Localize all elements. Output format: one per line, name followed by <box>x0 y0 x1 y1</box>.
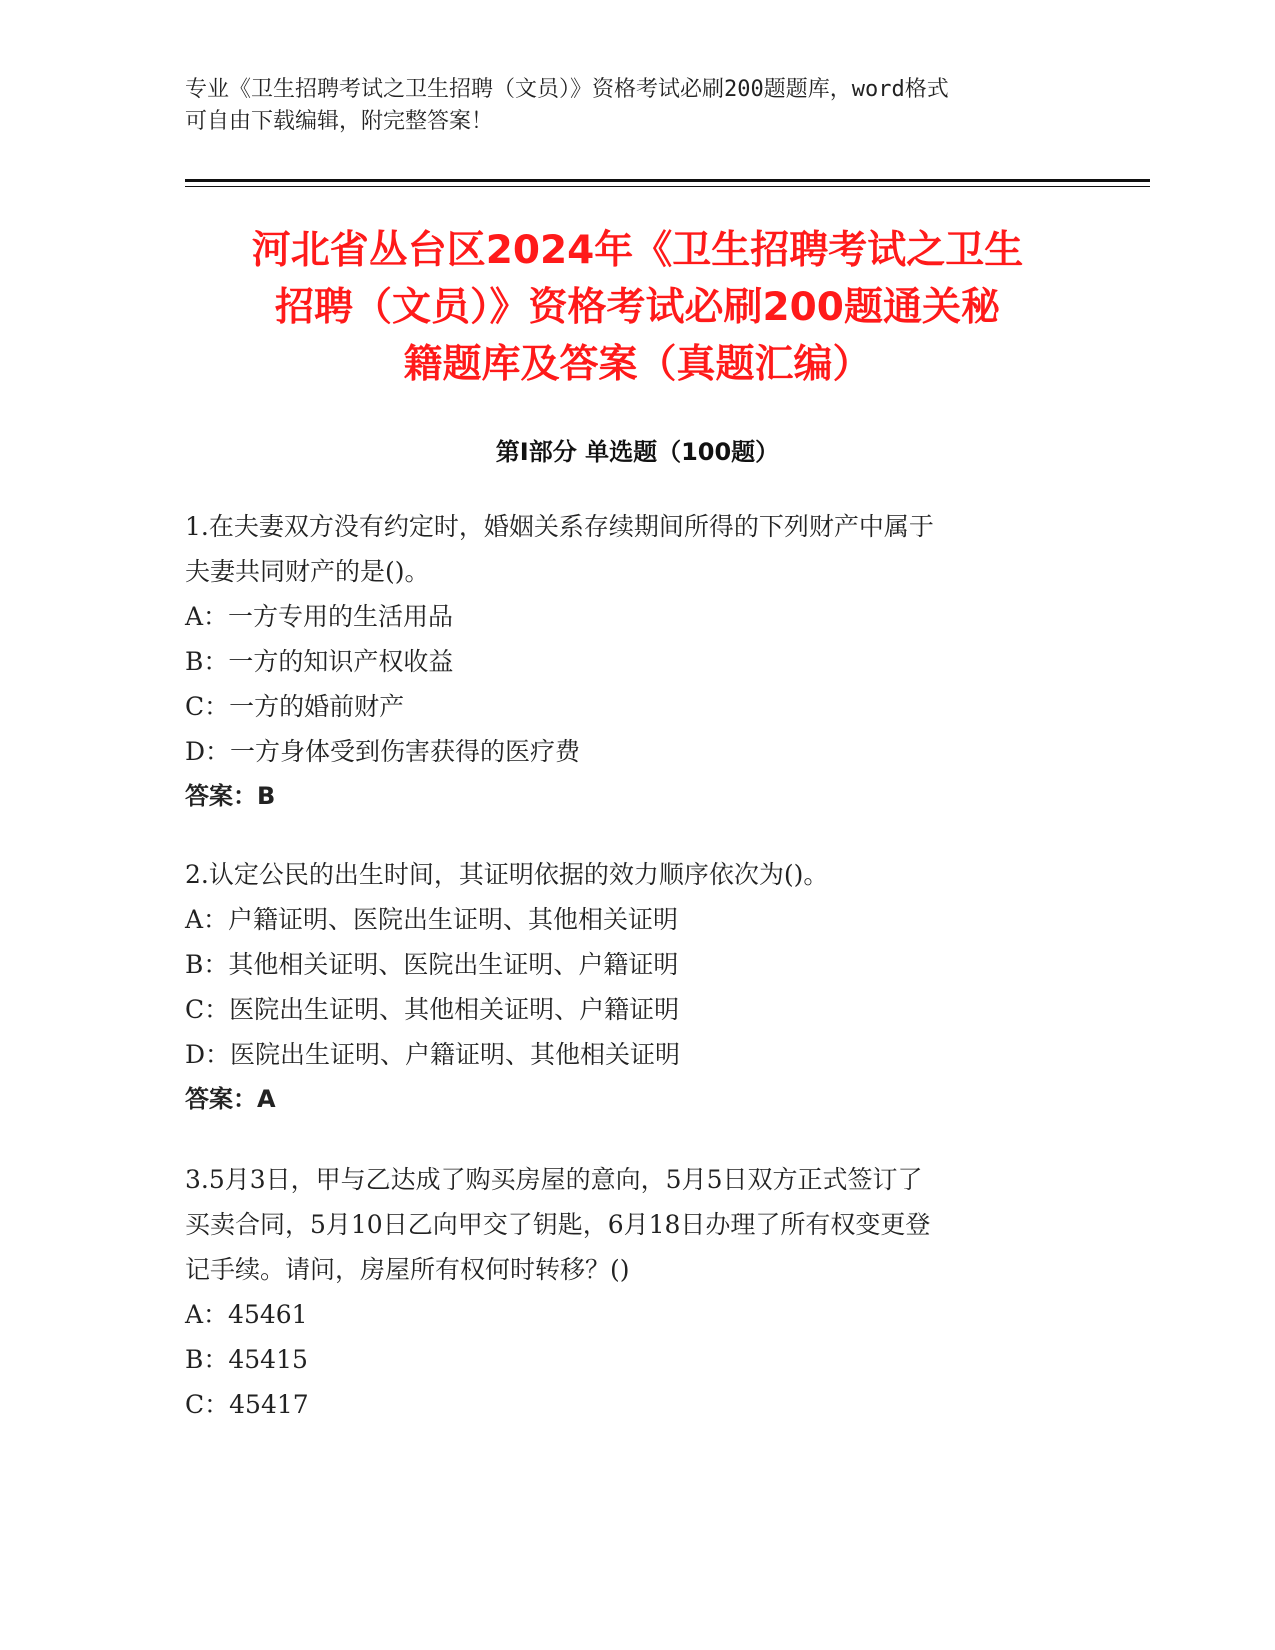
question-3-option-c: C：45417 <box>185 1390 309 1419</box>
question-1 <box>185 504 1085 819</box>
question-2-option-a: A：户籍证明、医院出生证明、其他相关证明 <box>185 905 679 934</box>
section-title: 第Ⅰ部分 单选题（100题） <box>495 438 780 466</box>
question-3-stem-line-2: 买卖合同，5月10日乙向甲交了钥匙，6月18日办理了所有权变更登 <box>185 1210 931 1239</box>
question-1-option-c: C：一方的婚前财产 <box>185 692 405 721</box>
header-divider-thick <box>185 179 1150 182</box>
question-1-option-d: D：一方身体受到伤害获得的医疗费 <box>185 737 581 766</box>
question-2 <box>185 852 1085 1122</box>
header-note <box>185 74 1065 138</box>
question-3-option-a: A：45461 <box>185 1300 308 1329</box>
question-3-stem-line-1: 3.5月3日，甲与乙达成了购买房屋的意向，5月5日双方正式签订了 <box>185 1165 923 1194</box>
question-1-option-b: B：一方的知识产权收益 <box>185 647 454 676</box>
document-title-line-2: 招聘（文员）》资格考试必刷200题通关秘 <box>275 285 1000 330</box>
header-note-line-2: 可自由下载编辑，附完整答案！ <box>185 109 494 134</box>
document-title-line-1: 河北省丛台区2024年《卫生招聘考试之卫生 <box>251 228 1024 273</box>
document-title-line-3: 籍题库及答案（真题汇编） <box>403 342 872 387</box>
question-2-option-b: B：其他相关证明、医院出生证明、户籍证明 <box>185 950 679 979</box>
question-1-stem-line-2: 夫妻共同财产的是()。 <box>185 557 430 586</box>
question-3-stem-line-3: 记手续。请问，房屋所有权何时转移？() <box>185 1255 630 1284</box>
question-2-option-d: D：医院出生证明、户籍证明、其他相关证明 <box>185 1040 681 1069</box>
question-2-option-c: C：医院出生证明、其他相关证明、户籍证明 <box>185 995 680 1024</box>
document-title <box>150 222 1125 393</box>
question-1-option-a: A：一方专用的生活用品 <box>185 602 454 631</box>
question-2-answer: 答案：A <box>185 1085 276 1113</box>
question-1-answer: 答案：B <box>185 782 276 810</box>
question-2-stem-line-1: 2.认定公民的出生时间，其证明依据的效力顺序依次为()。 <box>185 860 829 889</box>
header-divider-thin <box>185 186 1150 187</box>
question-3 <box>185 1157 1085 1427</box>
header-note-line-1: 专业《卫生招聘考试之卫生招聘（文员）》资格考试必刷200题题库，word格式 <box>185 77 949 102</box>
question-1-stem-line-1: 1.在夫妻双方没有约定时，婚姻关系存续期间所得的下列财产中属于 <box>185 512 934 541</box>
question-3-option-b: B：45415 <box>185 1345 308 1374</box>
